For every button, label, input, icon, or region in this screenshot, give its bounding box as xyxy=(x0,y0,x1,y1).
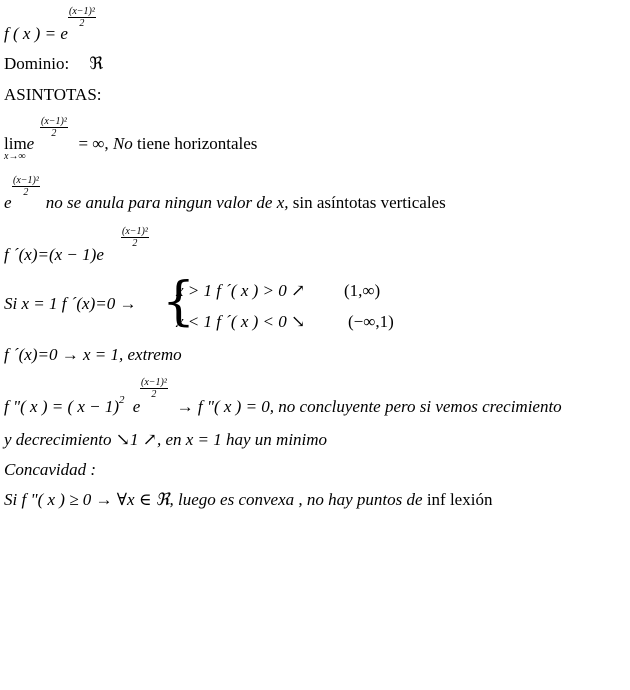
limit-exponent-numerator: (x−1)² xyxy=(41,116,67,127)
second-derivative-rest: → f "( x ) = 0, no concluyente pero si vemos crecimiento xyxy=(176,397,562,416)
interval-decreasing: (−∞,1) xyxy=(348,312,394,331)
limit-subscript: x→∞ xyxy=(4,151,26,162)
second-derivative-base: e xyxy=(132,397,141,416)
asymptotes-heading xyxy=(4,85,102,105)
second-derivative-exponent-numerator: (x−1)² xyxy=(141,377,167,388)
vertical-rest: sin asíntotas verticales xyxy=(292,193,446,212)
convexity-line xyxy=(4,490,492,510)
case-increasing: x > 1 f ´( x ) > 0 ↗ xyxy=(176,281,306,300)
cases-brace: { xyxy=(162,272,196,332)
domain-set: ℜ xyxy=(89,54,104,73)
minimum-line xyxy=(4,430,327,450)
extremum-line xyxy=(4,345,182,365)
inflection-word: inf lexión xyxy=(426,490,493,509)
second-derivative-lhs: f "( x ) = ( x − 1) xyxy=(4,397,120,416)
domain-line xyxy=(4,54,103,74)
second-derivative-line xyxy=(4,394,562,417)
concavity-heading-text: Concavidad : xyxy=(4,460,97,479)
no-word: No xyxy=(112,134,133,153)
limit-base: e xyxy=(26,134,35,153)
first-derivative-lhs: f ´(x)=(x − 1)e xyxy=(4,245,104,264)
minimum-text: y decrecimiento ↘1 ↗, en x = 1 hay un minimo xyxy=(4,430,328,449)
second-derivative-exponent xyxy=(140,377,168,400)
limit-exponent-denominator: 2 xyxy=(51,128,57,139)
vertical-exponent xyxy=(12,175,40,198)
vertical-italic-text: no se anula para ningun valor de x, xyxy=(45,193,289,212)
vertical-exponent-denominator: 2 xyxy=(23,187,29,198)
first-derivative-line xyxy=(4,245,104,265)
second-derivative-exponent-denominator: 2 xyxy=(151,389,157,400)
limit-exponent xyxy=(40,116,68,139)
case-decreasing: x < 1 f ´( x ) < 0 ↘ xyxy=(176,312,306,331)
exponent-fraction xyxy=(68,6,96,29)
function-definition xyxy=(4,24,68,44)
exponent-numerator: (x−1)² xyxy=(69,6,95,17)
domain-label: Dominio: xyxy=(4,54,70,73)
vertical-base: e xyxy=(4,193,12,212)
first-derivative-exponent-denominator: 2 xyxy=(132,238,138,249)
second-derivative-power: 2 xyxy=(119,394,125,406)
extremum-text: f ´(x)=0 → x = 1, extremo xyxy=(4,345,182,364)
critical-point-condition: Si x = 1 f ´(x)=0 → xyxy=(4,294,137,313)
convexity-italic: Si f "( x ) ≥ 0 → ∀x ∈ ℜ, luego es convexa , no hay puntos de xyxy=(4,490,423,509)
exponent-denominator: 2 xyxy=(79,18,85,29)
limit-symbol: lim xyxy=(4,134,27,153)
interval-increasing: (1,∞) xyxy=(344,281,381,300)
horizontal-rest: tiene horizontales xyxy=(137,134,258,153)
asymptotes-heading-text: ASINTOTAS: xyxy=(4,85,102,104)
function-lhs: f ( x ) = e xyxy=(4,24,68,43)
critical-point-line xyxy=(4,294,136,314)
vertical-exponent-numerator: (x−1)² xyxy=(13,175,39,186)
concavity-heading xyxy=(4,460,96,480)
vertical-asymptote-line xyxy=(4,193,446,213)
first-derivative-exponent xyxy=(121,226,149,249)
first-derivative-exponent-numerator: (x−1)² xyxy=(122,226,148,237)
limit-result: = ∞, xyxy=(78,134,109,153)
